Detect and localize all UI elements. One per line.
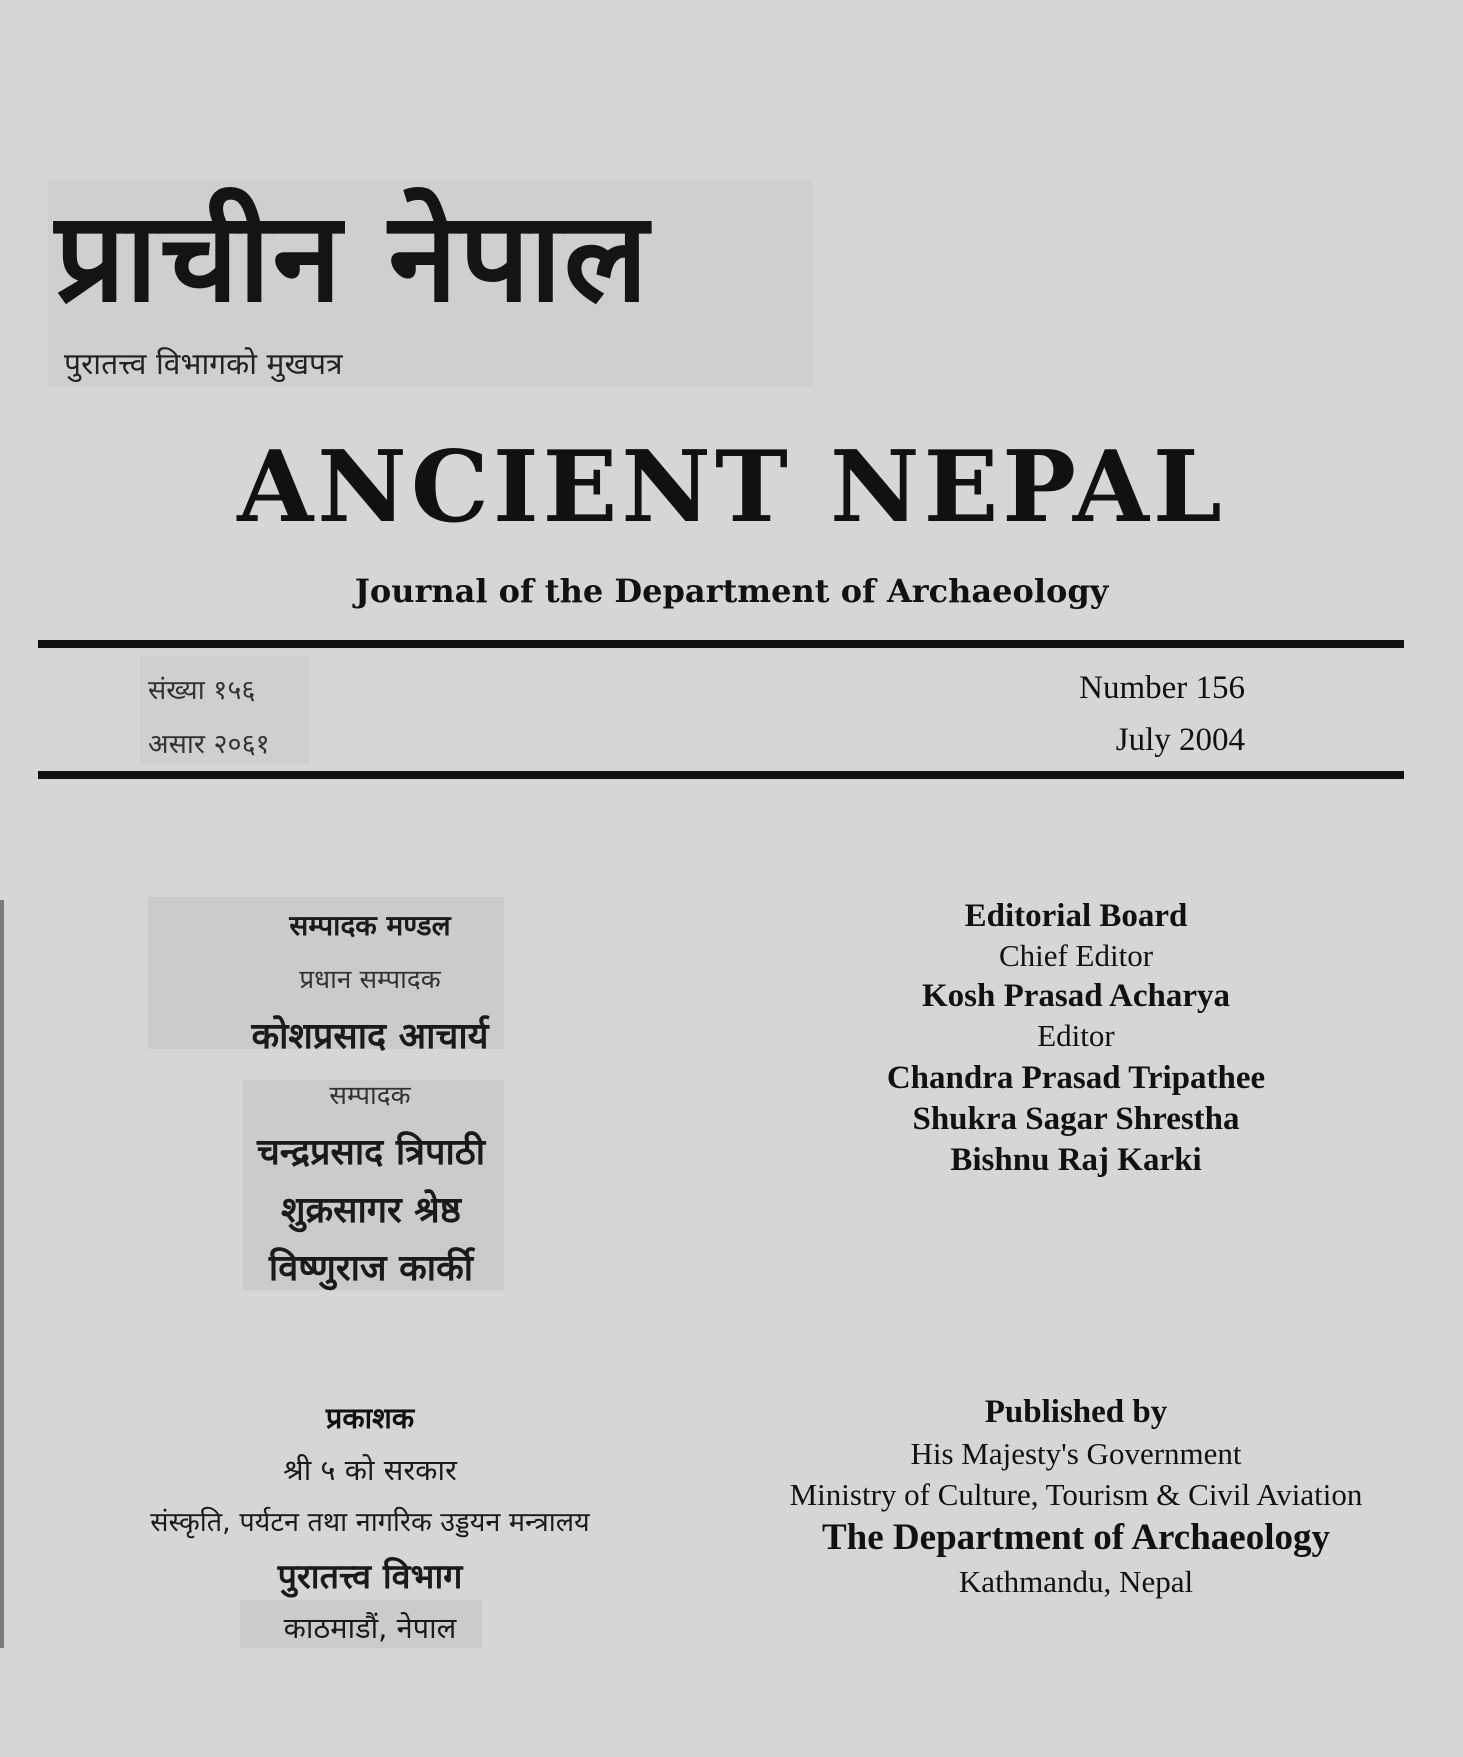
publisher-ministry-nepali: संस्कृति, पर्यटन तथा नागरिक उड्डयन मन्त्रालय <box>150 1507 590 1538</box>
publisher-department: The Department of Archaeology <box>822 1517 1330 1558</box>
publisher-place: Kathmandu, Nepal <box>958 1564 1194 1599</box>
scan-edge <box>0 900 4 1648</box>
chief-editor-name: Kosh Prasad Acharya <box>921 978 1231 1014</box>
publisher-heading-nepali: प्रकाशक <box>325 1401 415 1435</box>
editorial-board-heading-nepali: सम्पादक मण्डल <box>289 909 451 942</box>
editorial-board-heading: Editorial Board <box>964 898 1188 934</box>
issue-date: July 2004 <box>1115 722 1245 758</box>
chief-editor-label-nepali: प्रधान सम्पादक <box>299 965 441 995</box>
top-divider <box>38 640 1404 648</box>
publisher-government: His Majesty's Government <box>910 1436 1242 1471</box>
editor-name: Chandra Prasad Tripathee <box>886 1060 1266 1096</box>
editor-list <box>740 1058 1412 1181</box>
issue-number-nepali: संख्या १५६ <box>148 675 256 706</box>
issue-number: Number 156 <box>1079 670 1245 706</box>
issue-date-nepali: असार २०६१ <box>148 729 270 760</box>
publisher-department-nepali: पुरातत्त्व विभाग <box>277 1557 463 1597</box>
editor-name-nepali: विष्णुराज कार्की <box>268 1248 474 1289</box>
editor-list-nepali <box>236 1124 506 1298</box>
editor-label: Editor <box>1037 1018 1115 1053</box>
bottom-divider <box>38 771 1404 779</box>
chief-editor-name-nepali: कोशप्रसाद आचार्य <box>251 1016 489 1057</box>
editor-name-nepali: शुक्रसागर श्रेष्ठ <box>280 1190 461 1231</box>
publisher-heading: Published by <box>984 1394 1168 1430</box>
editor-name-nepali: चन्द्रप्रसाद त्रिपाठी <box>256 1132 486 1173</box>
editor-name: Bishnu Raj Karki <box>950 1142 1202 1178</box>
editor-name: Shukra Sagar Shrestha <box>912 1101 1240 1137</box>
publisher-ministry: Ministry of Culture, Tourism & Civil Aviation <box>789 1477 1363 1512</box>
editor-label-nepali: सम्पादक <box>329 1081 411 1111</box>
publisher-place-nepali: काठमाडौं, नेपाल <box>283 1611 457 1645</box>
journal-subtitle: Journal of the Department of Archaeology <box>354 572 1109 610</box>
masthead-subtitle-nepali: पुरातत्त्व विभागको मुखपत्र <box>64 347 343 382</box>
publisher-government-nepali: श्री ५ को सरकार <box>283 1453 457 1487</box>
journal-title: ANCIENT NEPAL <box>237 430 1226 545</box>
masthead-title-nepali: प्राचीन नेपाल <box>55 186 650 330</box>
chief-editor-label: Chief Editor <box>998 938 1154 973</box>
